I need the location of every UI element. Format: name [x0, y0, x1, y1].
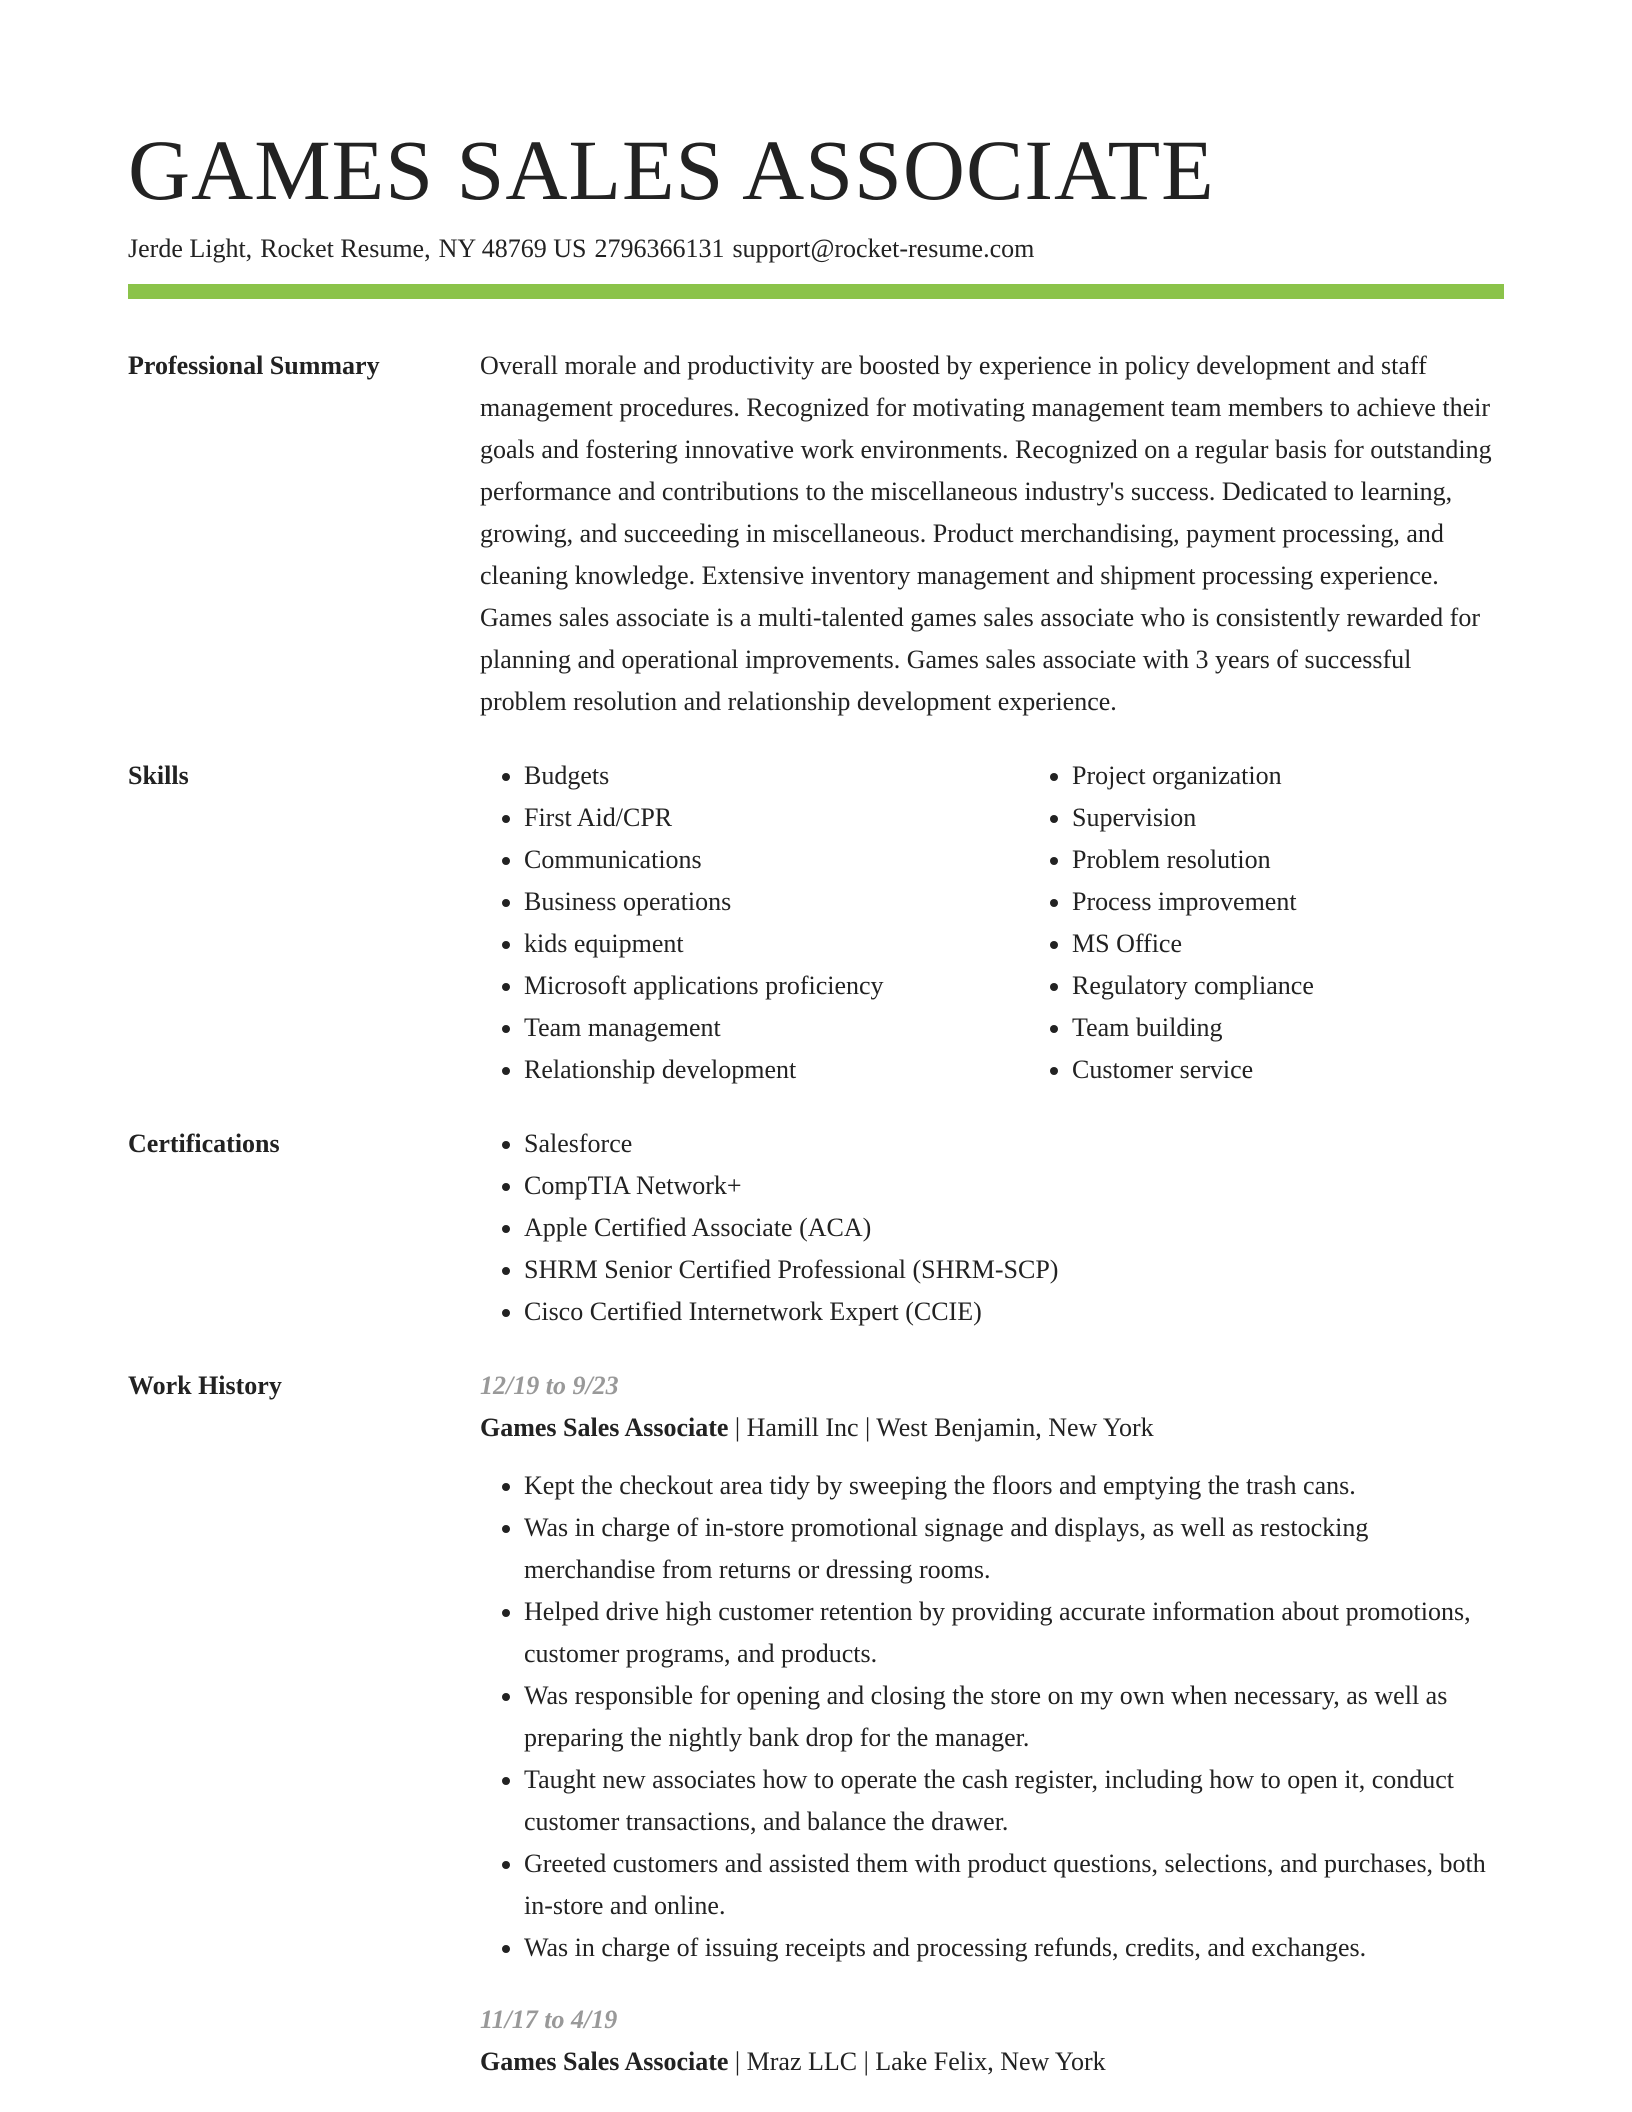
job-details: | Hamill Inc | West Benjamin, New York — [728, 1413, 1154, 1442]
list-item: • MS Office — [1072, 923, 1576, 965]
job-line — [480, 1407, 1504, 1449]
summary-text: Overall morale and productivity are boosted by experience in policy development and staff management procedures. Recognized for motivating management team members to achieve their goals and fostering innovative work environments. Recognized on a regular basis for outstanding performance and contributions to the miscellaneous industry's success. Dedicated to learning, growing, and succeeding in miscellaneous. Product merchandising, payment processing, and cleaning knowledge. Extensive inventory management and shipment processing experience. Games sales associate is a multi-talented games sales associate who is consistently rewarded for planning and operational improvements. Games sales associate with 3 years of successful problem resolution and relationship development experience. — [480, 351, 1492, 716]
job-entry — [480, 1999, 1504, 2083]
list-item: • Process improvement — [1072, 881, 1576, 923]
job-bullets — [480, 1465, 1504, 1969]
list-item: • Project organization — [1072, 755, 1576, 797]
contact-location: NY 48769 US — [438, 234, 587, 263]
list-item: • First Aid/CPR — [524, 797, 1028, 839]
job-title: Games Sales Associate — [480, 1413, 729, 1442]
list-item: • SHRM Senior Certified Professional (SHRM-SCP) — [524, 1249, 1504, 1291]
list-item: • Regulatory compliance — [1072, 965, 1576, 1007]
job-dates: 12/19 to 9/23 — [480, 1371, 619, 1400]
list-item: • Helped drive high customer retention by providing accurate information about promotions, customer programs, and products. — [524, 1591, 1504, 1675]
list-item: • Team management — [524, 1007, 1028, 1049]
work-history-list — [480, 1365, 1504, 2083]
list-item: • Supervision — [1072, 797, 1576, 839]
contact-name: Jerde Light, — [128, 234, 253, 263]
list-item: • Apple Certified Associate (ACA) — [524, 1207, 1504, 1249]
list-item: • Business operations — [524, 881, 1028, 923]
contact-email: support@rocket-resume.com — [732, 234, 1035, 263]
list-item: • Problem resolution — [1072, 839, 1576, 881]
list-item: • Team building — [1072, 1007, 1576, 1049]
work-history-section — [128, 1365, 1504, 2083]
skills-list-left — [480, 755, 1028, 1091]
certifications-heading: Certifications — [128, 1129, 280, 1158]
certifications-list — [480, 1123, 1504, 1333]
list-item: • Was responsible for opening and closing the store on my own when necessary, as well as preparing the nightly bank drop for the manager. — [524, 1675, 1504, 1759]
list-item: • Customer service — [1072, 1049, 1576, 1091]
list-item: • Taught new associates how to operate the cash register, including how to open it, conduct customer transactions, and balance the drawer. — [524, 1759, 1504, 1843]
job-title: Games Sales Associate — [480, 2047, 729, 2076]
work-history-heading: Work History — [128, 1371, 282, 1400]
list-item: • Kept the checkout area tidy by sweeping the floors and emptying the trash cans. — [524, 1465, 1504, 1507]
list-item: • Was in charge of in-store promotional signage and displays, as well as restocking merchandise from returns or dressing rooms. — [524, 1507, 1504, 1591]
list-item: • Budgets — [524, 755, 1028, 797]
certifications-section — [128, 1123, 1504, 1333]
job-dates: 11/17 to 4/19 — [480, 2005, 618, 2034]
skills-section — [128, 755, 1504, 1091]
contact-company: Rocket Resume, — [260, 234, 431, 263]
skills-list-right — [1028, 755, 1576, 1091]
contact-phone: 2796366131 — [594, 234, 725, 263]
contact-line — [128, 232, 1504, 266]
list-item: • Microsoft applications proficiency — [524, 965, 1028, 1007]
list-item: • CompTIA Network+ — [524, 1165, 1504, 1207]
list-item: • Communications — [524, 839, 1028, 881]
skills-heading: Skills — [128, 761, 189, 790]
job-line — [480, 2041, 1504, 2083]
list-item: • Cisco Certified Internetwork Expert (CCIE) — [524, 1291, 1504, 1333]
job-entry — [480, 1365, 1504, 1969]
list-item: • Salesforce — [524, 1123, 1504, 1165]
summary-section — [128, 345, 1504, 723]
job-details: | Mraz LLC | Lake Felix, New York — [728, 2047, 1106, 2076]
summary-heading: Professional Summary — [128, 351, 380, 380]
header-divider — [128, 284, 1504, 299]
list-item: • kids equipment — [524, 923, 1028, 965]
list-item: • Relationship development — [524, 1049, 1028, 1091]
list-item: • Was in charge of issuing receipts and processing refunds, credits, and exchanges. — [524, 1927, 1504, 1969]
resume-title: GAMES SALES ASSOCIATE — [128, 122, 1215, 218]
resume-page — [128, 120, 1504, 2083]
list-item: • Greeted customers and assisted them with product questions, selections, and purchases, both in-store and online. — [524, 1843, 1504, 1927]
